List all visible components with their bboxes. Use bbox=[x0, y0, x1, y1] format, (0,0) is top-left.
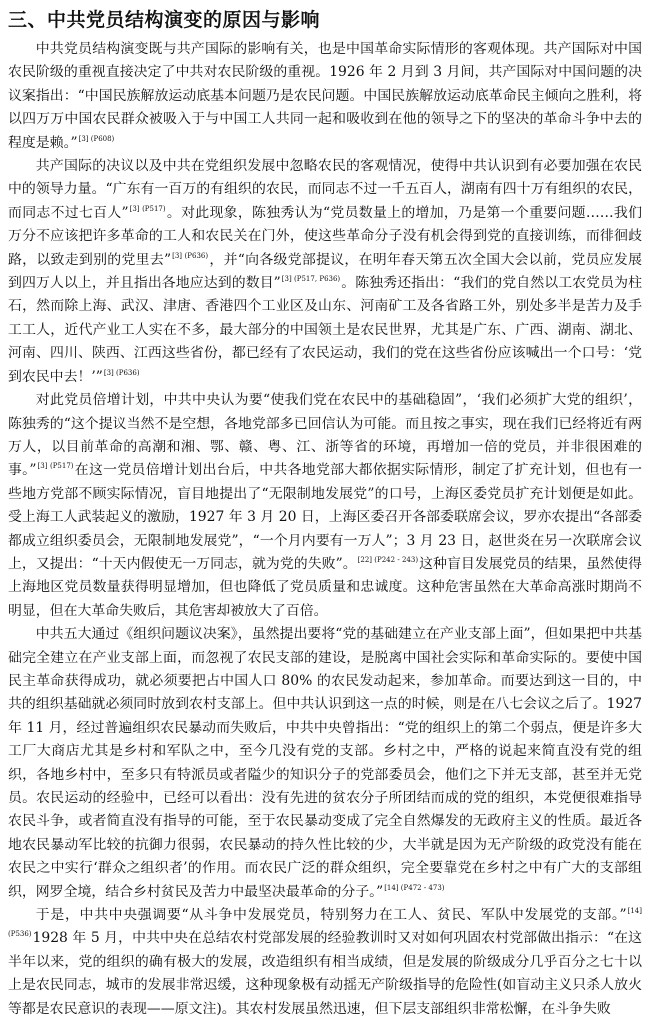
citation-ref: [14] (P472 - 473) bbox=[384, 883, 445, 892]
citation-ref: [3] (P517) bbox=[129, 204, 166, 213]
paragraph-text: 1928 年 5 月，中共中央在总结农村党部发展的经验教训时又对如何巩固农村党部做出指示：“在这半年以来，党的组织的确有极大的发展，改造组织有相当成绩，但是发展的阶级成分几乎百分之七十以上是农民同志，城市的发展非常迟缓，这种现象极有动摇无产阶级指导的危险性(如盲动主义只杀人放火等都是农民意识的表现——原文注)。其农村发展虽然迅速，但下层支部组织非常松懈，在斗争失败 bbox=[8, 930, 642, 1017]
paragraph-text: 中共五大通过《组织问题议决案》，虽然提出要将“党的基础建立在产业支部上面”，但如果把中共基础完全建立在产业支部上面，而忽视了农民支部的建设，是脱离中国社会实际和革命实际的。要使中国民主革命获得成功，就必须要把占中国人口 80% 的农民发动起来，参加革命。而要达到这一目的，中共的组织基础就必须同时放到农村支部上。但中共认识到这一点的时候，则是在八七会议之后了。1927 年 11 月，经过普遍组织农民暴动而失败后，中共中央曾指出：“党的组织上的第二个弱点，便是许多大工厂大商店尤其是乡村和军队之中，至今几没有党的支部。乡村之中，严格的说起来简直没有党的组织，各地乡村中，至多只有特派员或者隘少的知识分子的党部委员会，他们之下并无支部，甚至并无党员。农民运动的经验中，已经可以看出：没有先进的贫农分子所团结而成的党的组织，本党便很难指导农民斗争，或者简直没有指导的可能，至于农民暴动变成了完全自然爆发的无政府主义的性质。最近各地农民暴动军比较的抗御力很弱，农民暴动的持久性比较的少，大半就是因为无产阶级的政党没有能在农民之中实行‘群众之组织者’的作用。而农民广泛的群众组织，完全要靠党在乡村之中有广大的支部组织，网罗全境，结合乡村贫民及苦力中最坚决最革命的分子。” bbox=[8, 626, 642, 900]
citation-ref: [3] (P517, P636) bbox=[281, 275, 341, 284]
paragraph-text: 中共党员结构演变既与共产国际的影响有关，也是中国革命实际情形的客观体现。共产国际对中国农民阶级的重视直接决定了中共对农民阶级的重视。1926 年 2 月到 3 月间，共产国际对中国问题的决议案指出：“中国民族解放运动底基本问题乃是农民问题。中国民族解放运动底革命民主倾向之胜利，将以四万万中国农民群众被吸入于与中国工人共同一起和吸收到在他的领导之下的坚决的革命斗争中去的程度是赖。” bbox=[8, 41, 642, 151]
paragraph-text: 。陈独秀还指出：“我们的党自然以工农党员为柱石，然而除上海、武汉、津唐、香港四个工业区及山东、河南矿工及各省路工外，别处多半是苦力及手工工人，近代产业工人实在不多，最大部分的中国领土是农民世界，尤其是广东、广西、湖南、湖北、河南、四川、陕西、江西这些省份，都已经有了农民运动，我们的党在这些省份应该喊出一个口号：‘党到农民中去！’” bbox=[8, 275, 643, 385]
citation-ref: [3] (P608) bbox=[78, 134, 115, 143]
document-page bbox=[8, 8, 642, 1021]
citation-ref: [14] (P536) bbox=[8, 907, 642, 939]
document-body bbox=[8, 38, 642, 1021]
paragraph-text: 对此党员倍增计划，中共中央认为要“使我们党在农民中的基础稳固”，‘我们必须扩大党的组织’，陈独秀的“这个提议当然不是空想，各地党部多已回信认为可能。而且按之事实，现在我们已经将近有两万人，以目前革命的高潮和湘、鄂、赣、粤、江、浙等省的环境，再增加一倍的党员，并非很困难的事。” bbox=[8, 392, 642, 479]
paragraph-text: 这种盲目发展党员的结果，虽然使得上海地区党员数量获得明显增加，但也降低了党员质量和忠诚度。这种危害虽然在大革命高涨时期尚不明显，但在大革命失败后，其危害却被放大了百倍。 bbox=[8, 555, 642, 619]
paragraph-text: 。对此现象，陈独秀认为“党员数量上的增加，乃是第一个重要问题……我们万分不应该把许多革命的工人和农民关在门外，使这些革命分子没有机会得到党的直接训练，而徘徊歧路，以致走到别的党里去” bbox=[8, 204, 642, 268]
paragraph-1 bbox=[8, 38, 642, 155]
paragraph-text: ，并“向各级党部提议，在明年春天第五次全国大会以前，党员应发展到四万人以上，并且指出各地应达到的数目” bbox=[8, 251, 642, 292]
paragraph-text: 共产国际的决议以及中共在党组织发展中忽略农民的客观情况，使得中共认识到有必要加强在农民中的领导力量。“广东有一百万的有组织的农民，而同志不过一千五百人，湖南有四十万有组织的农民，而同志不过七百人” bbox=[8, 158, 642, 221]
citation-ref: [22] (P242 - 243) bbox=[357, 555, 419, 564]
paragraph-3 bbox=[8, 389, 642, 623]
paragraph-4 bbox=[8, 623, 642, 904]
paragraph-text: 于是，中共中央强调要“从斗争中发展党员，特别努力在工人、贫民、军队中发展党的支部。” bbox=[35, 907, 627, 924]
citation-ref: [3] (P636) bbox=[103, 368, 140, 377]
citation-ref: [3] (P636) bbox=[172, 251, 209, 260]
paragraph-2 bbox=[8, 155, 642, 389]
citation-ref: [3] (P517) bbox=[37, 462, 74, 471]
section-heading: 三、中共党员结构演变的原因与影响 bbox=[8, 9, 321, 31]
paragraph-text: 在这一党员倍增计划出台后，中共各地党部大都依据实际情形，制定了扩充计划，但也有一些地方党部不顾实际情况，盲目地提出了“无限制地发展党”的口号，上海区委党员扩充计划便是如此。受上海工人武装起义的激励，1927 年 3 月 20 日，上海区委召开各部委联席会议，罗亦农提出“各部委都成立组织委员会，无限制地发展党”，“一个月内要有一万人”；3 月 23 日，赵世炎在另一次联席会议上，又提出：“十天内假使无一万同志，就为党的失败”。 bbox=[8, 462, 642, 572]
